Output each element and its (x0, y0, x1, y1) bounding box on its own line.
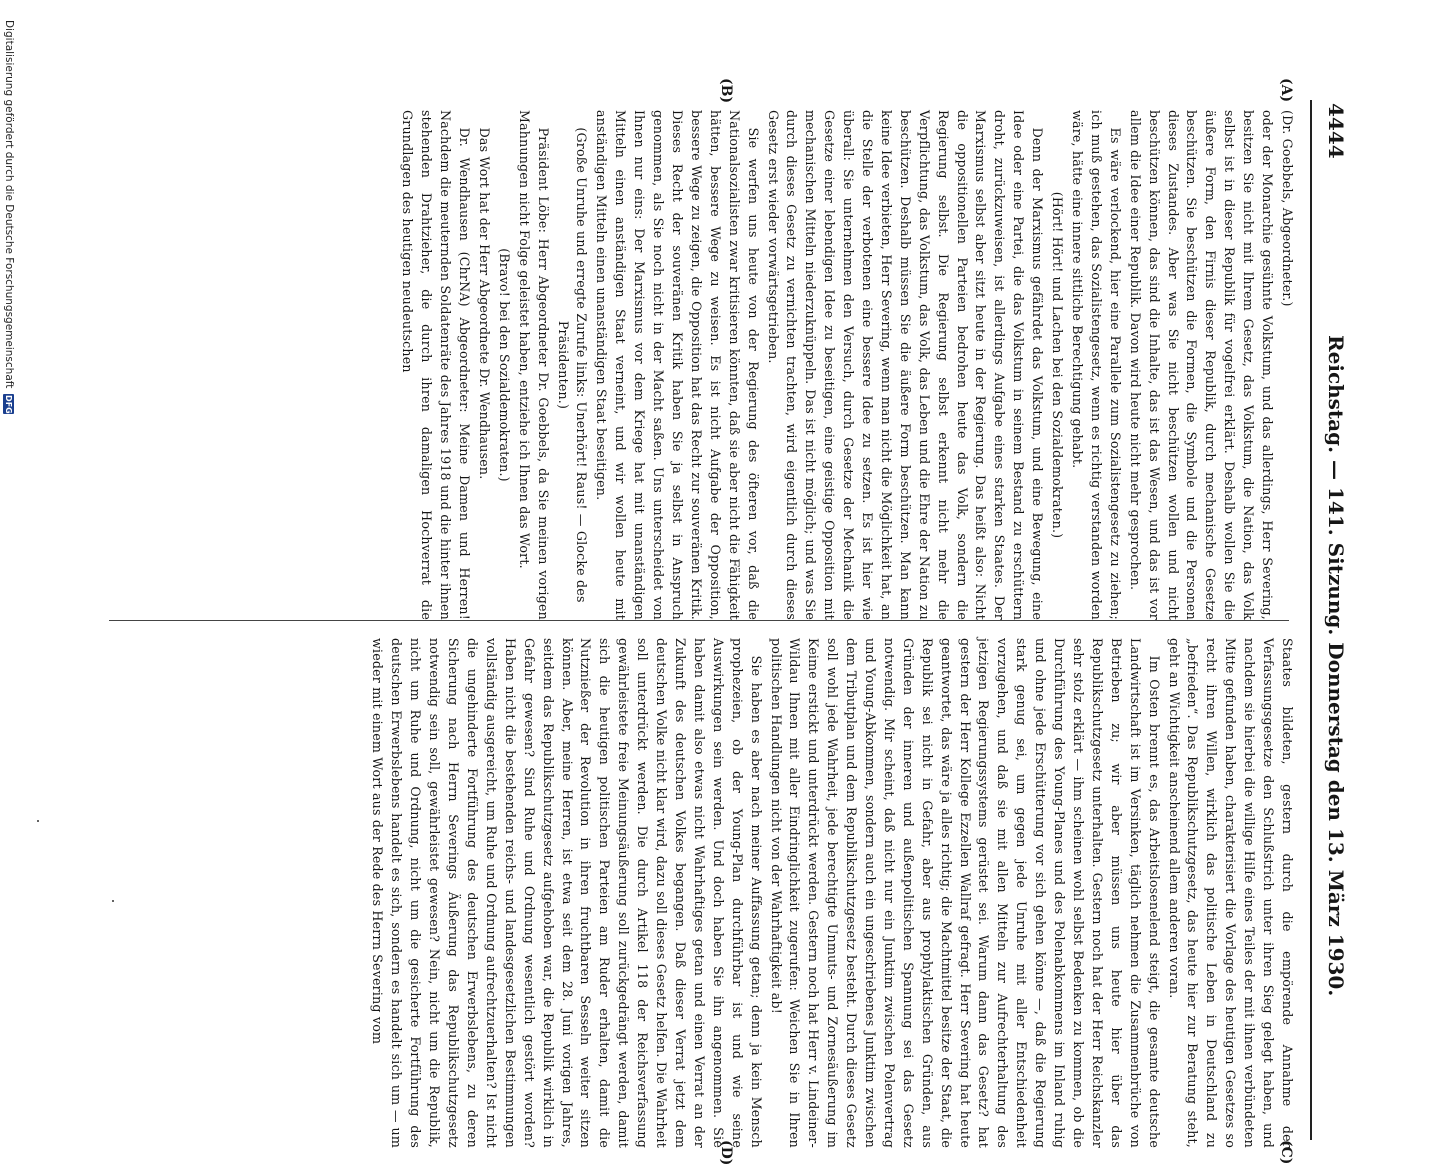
margin-marker-c: (C) (1278, 1140, 1294, 1165)
stage-direction: (Bravo! bei den Sozialdemokraten.) (496, 248, 512, 482)
digitization-footer (2, 20, 16, 1000)
paragraph: Das Wort hat der Herr Abgeordnete Dr. Wendhausen. (476, 127, 492, 480)
paragraph: Sie werfen uns heute von der Regierung des öfteren vor, daß die Nationalsozialisten zwar kritisieren könnten, daß sie aber nicht die Fähigkeit hätten, bessere Wege zu weisen. Es ist nicht Aufgabe der Opposition, bessere Wege zu zeigen, die Opposition hat das Recht zur souveränen Kritik. Dieses Recht der souveränen Kritik haben Sie ja selbst in Anspruch genommen, als Sie noch nicht in der Macht saßen. Uns unterscheidet von Ihnen nur eins: Der Marxismus vor dem Kriege hat mit unanständigen Mitteln einen anständigen Staat verneint, und wir wollen heute mit anständigen Mitteln einen unanständigen Staat beseitigen. (594, 110, 761, 620)
paragraph: Im Osten brennt es, das Arbeitslosenelend steigt, die gesamte deutsche Landwirtschaft ist im Versinken, täglich nehmen die Zusammenbrüche von Betrieben zu; wir aber müssen uns heute hier über das Republikschutzgesetz unterhalten. Gestern noch hat der Herr Reichskanzler sehr stolz erklärt — ihm scheinen wohl selbst Bedenken zu kommen, ob die Durchführung des Young-Planes und des Polenabkommens im Inland ruhig und ohne jede Erschütterung vor sich gehen könne —, daß die Regierung stark genug sei, um gegen jede Unruhe mit aller Entschiedenheit vorzugehen, und daß sie mit allen Mitteln zur Aufrechterhaltung des jetzigen Regierungssystems gerüstet sei. Warum dann das Gesetz? hat gestern der Herr Kollege Ezzellen Wallraf gefragt. Herr Severing hat heute geantwortet, das wäre ja alles richtig; die Machtmittel besitze der Staat, die Republik sei nicht in Gefahr, aber aus prophylaktischen Gründen, aus Gründen der inneren und außenpolitischen Spannung sei das Gesetz notwendig. Mir scheint, daß nicht nur ein Junktim zwischen Polenvertrag und Young-Abkommen, sondern auch ein ungeschriebenes Junktim zwischen dem Tributplan und dem Republikschutzgesetz besteht. Durch dieses Gesetz soll wohl jede Wahrheit, jede berechtigte Unmuts- und Zornesäußerung im Keime erstickt und unterdrückt werden. Gestern noch hat Herr v. Lindeiner-Wildau Ihnen mit aller Eindringlichkeit zugerufen: Weichen Sie in Ihren politischen Handlungen nicht von der Wahrhaftigkeit ab! (768, 638, 1162, 1148)
page-title: Reichstag. — 141. Sitzung. Donnerstag den 13. März 1930. (1324, 335, 1348, 997)
page-number: 4444 (1324, 103, 1348, 159)
running-head (1312, 85, 1356, 1125)
paragraph: Präsident Löbe: Herr Abgeordneter Dr. Goebbels, da Sie meinen vorigen Mahnungen nicht Folge geleistet haben, entziehe ich Ihnen das Wort. (516, 110, 551, 620)
left-column (396, 110, 1296, 620)
paragraph: Es wäre verlockend, hier eine Parallele zum Sozialistengesetz zu ziehen; ich muß gestehen, das Sozialistengesetz, wenn es richtig verstanden worden wäre, hätte eine innere sittliche Berechtigung gehabt. (1070, 110, 1123, 620)
paragraph: Staates bildeten, gestern durch die empörende Annahme der Verfassungsgesetze den Schlußstrich unter ihren Sieg gelegt haben, und nachdem sie hierbei die willige Hilfe eines Teiles der mit ihnen verbündeten Mitte gefunden haben, charakterisiert die Vorlage des heutigen Gesetzes so recht ihren Willen, wirklich das politische Leben in Deutschland zu „befrieden“. Das Republikschutzgesetz, das heute hier zur Beratung steht, geht an Wichtigkeit anscheinend allem anderen voran. (1166, 638, 1295, 1148)
margin-marker-d: (D) (718, 1140, 734, 1165)
header-rule (1310, 100, 1312, 1140)
scan-speck (112, 900, 114, 902)
right-column (367, 638, 1296, 1148)
column-rule (109, 620, 1289, 621)
stage-direction: (Große Unruhe und erregte Zurufe links: Unerhört! Raus! — Glocke des Präsidenten.) (555, 127, 590, 603)
margin-marker-a: (A) (1278, 78, 1294, 103)
stage-direction: (Hört! Hört! und Lachen bei den Sozialdemokraten.) (1050, 191, 1066, 539)
paragraph: Sie haben es aber nach meiner Auffassung getan; denn ja kein Mensch prophezeien, ob der Young-Plan durchführbar ist und wie seine Auswirkungen sein werden. Und doch haben Sie ihn angenommen. Sie haben damit also etwas nicht Wahrhaftiges getan und einen Verrat an der Zukunft des deutschen Volkes begangen. Daß dieser Verrat jetzt dem deutschen Volke nicht klar wird, dazu soll dieses Gesetz helfen. Die Wahrheit soll unterdrückt werden. Die durch Artikel 118 der Reichsverfassung gewährleistete freie Meinungsäußerung soll zurückgedrängt werden, damit sich die heutigen politischen Parteien am Ruder erhalten, damit die Nutznießer der Revolution in ihren fruchtbaren Sesseln weiter sitzen können. Aber, meine Herren, ist etwa seit dem 28. Juni vorigen Jahres, seitdem das Republikschutzgesetz aufgehoben war, die Republik wirklich in Gefahr gewesen? Sind Ruhe und Ordnung wesentlich gestört worden? Haben nicht die bestehenden reichs- und landesgesetzlichen Bestimmungen vollständig ausgereicht, um Ruhe und Ordnung aufrechtzuerhalten? Ist nicht die ungehinderte Fortführung des deutschen Erwerbslebens, zu deren Sicherung nach Herrn Severings Äußerung das Republikschutzgesetz notwendig sein soll, gewährleistet gewesen? Nein, nicht um die Republik, nicht um Ruhe und Ordnung, nicht um die gesicherte Fortführung des deutschen Erwerbslebens handelt es sich, sondern es handelt sich um — um wieder mit einem Wort aus der Rede des Herrn Severing vom (370, 638, 764, 1148)
margin-marker-b: (B) (718, 78, 734, 104)
footer-text: Digitalisierung gefördert durch die Deutsche Forschungsgemeinschaft (3, 20, 15, 389)
scan-speck (37, 820, 39, 822)
paragraph: Denn der Marxismus gefährdet das Volkstum, und eine Bewegung, eine Idee oder eine Partei, die das Volkstum in seinem Bestand zu erschüttern droht, zurückzuweisen, ist allerdings Aufgabe eines starken Staates. Der Marxismus selbst aber sitzt heute in der Regierung. Das heißt also: Nicht die oppositionellen Parteien bedrohen heute das Volk, sondern die Regierung selbst. Die Regierung selbst erkennt nicht mehr die Verpflichtung, das Volkstum, das Volk, das Leben und die Ehre der Nation zu beschützen. Deshalb müssen Sie die äußere Form beschützen. Man kann keine Idee verbieten, Herr Severing, wenn man nicht die Möglichkeit hat, an die Stelle der verbotenen eine bessere Idee zu setzen. Es ist hier wie überall: Sie unternehmen den Versuch, durch Gesetze der Mechanik die Gesetze einer lebendigen Idee zu beseitigen, eine geistige Opposition mit mechanischen Mitteln niederzuknüppeln. Das ist nicht möglich; und was Sie durch dieses Gesetz zu vernichten trachten, wird eigentlich durch dieses Gesetz erst wieder vorwärtsgetrieben. (765, 110, 1046, 620)
dfg-logo-icon: DFG (4, 395, 14, 414)
paragraph: (Dr. Goebbels, Abgeordneter.) (1280, 110, 1295, 307)
paragraph: oder der Monarchie gesühnte Volkstum, und das allerdings, Herr Severing, besitzen Sie nicht mit Ihrem Gesetz, das Volkstum, die Nation, das Volk selbst ist in dieser Republik für vogelfrei erklärt. Deshalb wollen Sie die äußere Form, den Firnis dieser Republik, durch mechanische Gesetze beschützen. Sie beschützen die Formen, die Symbole und die Personen dieses Zustandes. Aber was Sie nicht beschützen wollen und nicht beschützen können, das sind die Inhalte, das ist das Wesen, und das ist vor allem die Idee einer Republik. Davon wird heute nicht mehr gesprochen. (1127, 110, 1276, 620)
paragraph: Dr. Wendhausen (ChrNA) Abgeordneter: Meine Damen und Herren! Nachdem die meuternden Soldatenräte des Jahres 1918 und die hinter ihnen stehenden Drahtzieher, die durch ihren damaligen Hochverrat die Grundlagen des heutigen neudeutschen (400, 110, 473, 620)
